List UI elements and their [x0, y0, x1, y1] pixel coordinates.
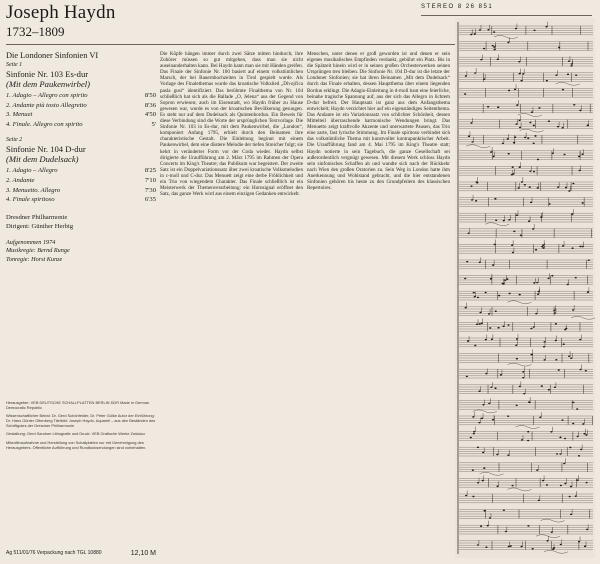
composer-dates: 1732–1809 [6, 24, 65, 39]
track-time: 8'36 [144, 101, 156, 109]
track-time: 6'35 [144, 196, 156, 204]
side1-symphony: Sinfonie Nr. 103 Es-dur [6, 69, 89, 79]
track-title: 4. Finale spiritoso [6, 196, 55, 204]
program-column [6, 51, 156, 265]
side2-label: Seite 2 [6, 137, 23, 144]
side1-subtitle: (Mit dem Paukenwirbel) [6, 79, 91, 89]
composer-name: Joseph Haydn [6, 2, 116, 23]
track-title: 4. Finale. Allegro con spirito [6, 120, 83, 128]
track-title: 1. Adagio – Allegro [6, 167, 58, 175]
track-title: 2. Andante [6, 176, 35, 184]
track-item [6, 91, 156, 101]
publisher-fineprint [6, 400, 156, 453]
performer-credits [6, 213, 156, 231]
footer-line [6, 550, 156, 557]
recording-year: Aufgenommen 1974 [6, 238, 56, 246]
track-item [6, 101, 156, 111]
track-item [6, 195, 156, 205]
track-item [6, 110, 156, 120]
track-time: 5' [151, 120, 156, 128]
track-time: 7'30 [144, 186, 156, 194]
catalog-number: STEREO 8 26 851 [421, 4, 494, 10]
price: 12,10 M [130, 550, 156, 557]
track-time: 4'50 [144, 111, 156, 119]
order-number: Ag 511/01/76 Verpackung nach TGL 10880 [6, 550, 102, 556]
side2-subtitle: (Mit dem Dudelsack) [6, 154, 79, 165]
track-title: 2. Andante più tosto Allegretto [6, 101, 87, 109]
track-title: 1. Adagio – Allegro con spirito [6, 92, 88, 99]
track-item [6, 186, 156, 196]
track-title: 3. Menuetto. Allegro [6, 186, 61, 194]
fineprint-paragraph: Mikrofilmaufnahme und Herstellung von Schallplatten nur mit Genehmigung des Herausgebers. Öffentliche Aufführung und Rundfunksendungen sind vorbehalten. [6, 439, 147, 450]
side1-label: Seite 1 [6, 62, 23, 68]
track-time: 8'25 [144, 167, 156, 175]
essay-text: Menschen, unter denen er groß geworden ist und denen er sein eigenes musikalisches Empfinden verdankt, gebührt ein Platz. Bis in die Spätzeit hinein wird er in seinen großen Orchesterwerken seinen Ursprüngen treu bleiben. Die Sinfonie Nr. 104 D-dur ist die letzte der Londoner Sinfonien; sie hat ihren Beinamen „Mit dem Dudelsack“ durch das Finale erhalten, dessen Hauptthema über einem liegenden Bordun erklingt. Die Adagio-Einleitung in d-moll baut eine feierliche, beinahe tragische Spannung auf, aus der sich das Allegro in lichtem D-dur befreit. Der Hauptsatz ist ganz aus dem Anfangsthema entwickelt; Haydn verzichtet hier auf ein eigenständiges Seitenthema. Das Andante ist ein Variationssatz von schlichter Schönheit, dessen Mittelteil überraschende harmonische Wendungen bringt. Das Menuetto zeigt kraftvolle Akzente und unerwartete Pausen, das Trio eine zarte, fast lyrische Stimmung. Im Finale spiritoso verbindet sich das volkstümliche Thema mit kunstvoller kontrapunktischer Arbeit. Die Uraufführung fand am 4. Mai 1795 im King's Theatre statt; Haydn notierte in sein Tagebuch, die ganze Gesellschaft sei außerordentlich vergnügt gewesen. Mit diesem Werk schloss Haydn sein sinfonisches Schaffen ab und wandte sich nach der Rückkehr nach Wien den großen Oratorien zu. Sein Weg in London hatte ihm Anerkennung und Wohlstand gebracht, und die hier entstandenen Sinfonien gehören bis heute zu den Grundpfeilern des klassischen Repertoires. [307, 51, 450, 192]
track-time: 7'10 [144, 176, 156, 184]
side2-symphony: Sinfonie Nr. 104 D-dur [6, 144, 86, 155]
fineprint-paragraph: Gestaltung: Gerd Sandner Lithografie und Druck: VEB Grafische Werke Zwickau [6, 431, 145, 437]
orchestra-name: Dresdner Philharmonie [6, 213, 68, 221]
sound-engineer: Tonregie: Horst Kunze [6, 255, 63, 263]
essay-column-2 [160, 51, 303, 556]
score-facsimile [455, 18, 595, 558]
track-title: 3. Menuet [6, 111, 33, 119]
track-item [6, 120, 156, 130]
series-title: Die Londoner Sinfonien VI [6, 51, 99, 60]
header-rule-short [421, 15, 592, 16]
score-image [455, 18, 595, 558]
music-director: Musikregie: Bernd Runge [6, 247, 70, 255]
track-item [6, 176, 156, 186]
track-item [6, 166, 156, 176]
fineprint-paragraph: Wissenschaftlicher Beirat: Dr. Gerd Schönfelder, Dr. Peter Gülke Autor der Einführung: Dr. Hans Günter Ottenberg Titelbild: Joseph Haydn, Aquarell – aus den Beständen des Schriftgutes der Dresdner Philharmonie [6, 413, 156, 429]
fineprint-paragraph: Herausgeber: VEB DEUTSCHE SCHALLPLATTEN BERLIN DDR Made in German Democratic Republic [6, 400, 150, 411]
essay-column-3 [307, 51, 450, 556]
conductor-name: Dirigent: Günther Herbig [6, 222, 74, 230]
essay-text: Die Köpfe hängen immer durch zwei Sätze mitten hindurch; ihre Zuhörer müssen so gut mitgehen, dass man sie nicht auseinanderhalten kann. Bei Haydn kann man sie mit Händen greifen. Das Finale der Sinfonie Nr. 100 basiert auf einem volkstümlichen Marsch, der bei Bauernhochzeiten in Tirol gespielt wurde. Als Vorlage des Finalethemas wurde das kroatische Volkslied „Divojčica pasla gusi“ identifiziert. Das berühmte Finalthema von Nr. 104 schließlich hat sich als die Ballade „O, Jelena“ aus der Gegend von Sopron erwiesen; auch im Eisenstadt, wo Haydn früher zu Hause gewesen war, wurde es von der kroatischen Bevölkerung gesungen. Es steht nur auf dem Dudelsack als Quintenbordun. Ein Beweis für diese Verbindung sind die Worte der ursprünglichen Textvorlage. Die Sinfonie Nr. 103 in Es-dur, mit dem Paukenwirbel, die „London“, komponiert Anfang 1795, erhielt durch den Beinamen ihre charakteristische Gestalt. Die Einleitung beginnt mit einem Paukenwirbel, dem eine düstere Melodie der tiefen Streicher folgt; sie kehrt in veränderter Form vor der Coda wieder. Haydn selbst dirigierte die Uraufführung am 2. März 1795 im Rahmen der Opera Concerts im King's Theatre; das Publikum war begeistert. Der zweite Satz ist ein Doppelvariationssatz über zwei kroatische Volksmelodien in c-moll und C-dur. Das Menuett zeigt eine derbe Fröhlichkeit und ein Trio von wiegendem Charakter. Das Finale schließlich ist ein Meisterwerk der Themenverarbeitung: ein Hornsignal eröffnet den Satz, das ganze Werk wird aus einem einzigen Gedanken entwickelt. [160, 51, 303, 198]
recording-credits [6, 239, 156, 265]
track-time: 8'50 [144, 92, 156, 99]
